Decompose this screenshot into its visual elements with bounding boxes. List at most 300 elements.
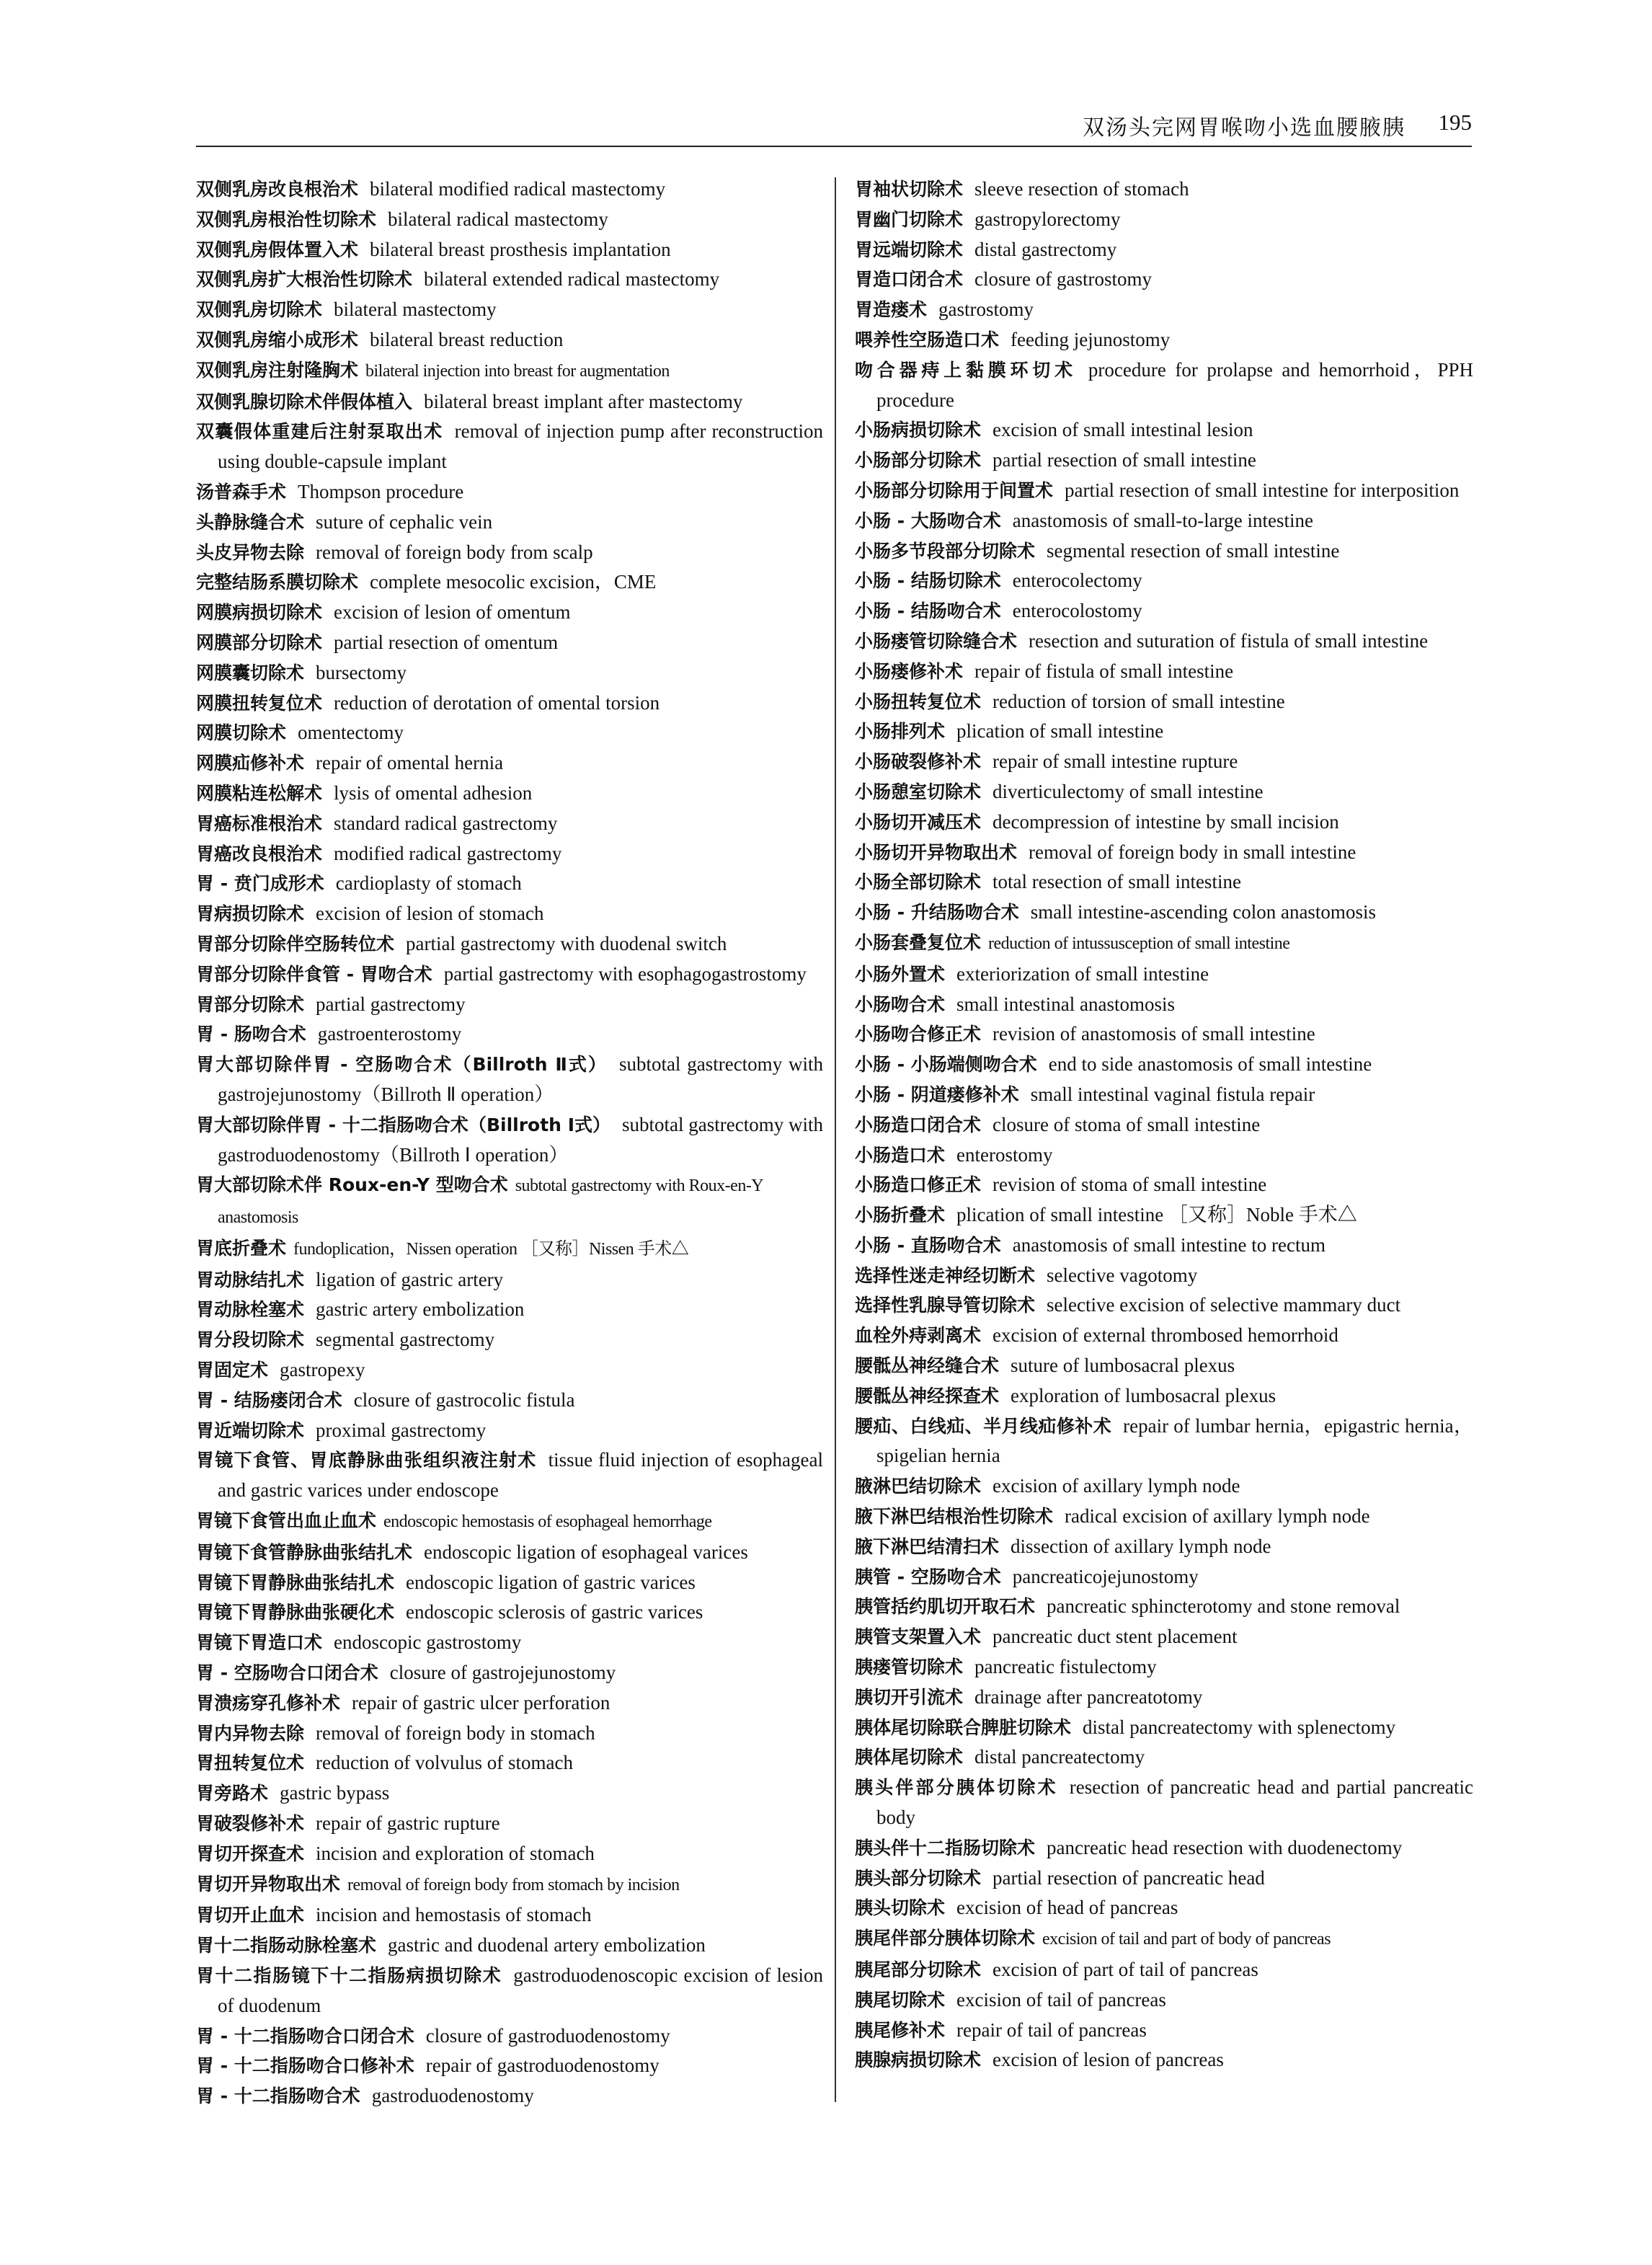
glossary-entry	[855, 1050, 1473, 1080]
entry-english-term: endoscopic sclerosis of gastric varices	[406, 1601, 703, 1623]
glossary-entry	[855, 1381, 1473, 1411]
glossary-entry	[855, 1742, 1473, 1773]
entry-english-term: standard radical gastrectomy	[334, 812, 558, 834]
glossary-entry	[196, 658, 823, 688]
glossary-entry	[196, 567, 823, 598]
glossary-entry	[196, 2021, 823, 2052]
entry-english-term: repair of gastric ulcer perforation	[352, 1691, 610, 1714]
entry-english-term: removal of foreign body from stomach by incision	[347, 1875, 680, 1894]
entry-chinese-term: 胃十二指肠镜下十二指肠病损切除术	[196, 1965, 502, 1987]
entry-english-term: feeding jejunostomy	[1011, 328, 1171, 350]
entry-chinese-term: 小肠 - 直肠吻合术	[855, 1234, 1001, 1256]
entry-chinese-term: 网膜疝修补术	[196, 753, 305, 774]
entry-chinese-term: 完整结肠系膜切除术	[196, 572, 359, 593]
glossary-entry	[855, 1321, 1473, 1351]
glossary-entry	[196, 265, 823, 295]
entry-chinese-term: 胃大部切除术伴 Roux-en-Y 型吻合术	[196, 1174, 508, 1196]
glossary-entry	[855, 205, 1473, 235]
entry-english-term: bilateral mastectomy	[334, 298, 497, 321]
glossary-entry	[855, 596, 1473, 626]
glossary-entry	[855, 990, 1473, 1020]
glossary-entry	[855, 1863, 1473, 1894]
glossary-entry	[196, 1233, 823, 1265]
entry-english-term: repair of omental hernia	[316, 752, 504, 774]
entry-english-term: ligation of gastric artery	[316, 1268, 504, 1290]
entry-chinese-term: 网膜病损切除术	[196, 602, 323, 624]
glossary-entry	[855, 265, 1473, 295]
entry-english-term: bilateral breast prosthesis implantation	[370, 238, 671, 260]
entry-english-term: enterostomy	[956, 1143, 1053, 1166]
entry-chinese-term: 胰尾切除术	[855, 1989, 946, 2011]
glossary-entry	[196, 205, 823, 235]
glossary-entry	[855, 1231, 1473, 1261]
entry-chinese-term: 小肠 - 结肠切除术	[855, 570, 1001, 592]
entry-english-term: bursectomy	[316, 661, 407, 683]
glossary-entry	[855, 1019, 1473, 1050]
entry-english-term: lysis of omental adhesion	[334, 781, 533, 804]
entry-chinese-term: 小肠病损切除术	[855, 420, 982, 441]
glossary-entry	[196, 2081, 823, 2111]
glossary-entry	[196, 1900, 823, 1931]
glossary-entry	[196, 1170, 823, 1233]
glossary-entry	[196, 507, 823, 538]
entry-english-term: distal pancreatectomy	[974, 1746, 1145, 1768]
entry-english-term: selective excision of selective mammary duct	[1047, 1294, 1401, 1316]
glossary-entry	[196, 1778, 823, 1809]
entry-english-term: reduction of intussusception of small intestine	[988, 934, 1290, 953]
header-title: 双汤头完网胃喉吻小选血腰腋胰	[1083, 115, 1405, 141]
glossary-entry	[855, 506, 1473, 536]
glossary-entry	[196, 1325, 823, 1355]
glossary-entry	[196, 1506, 823, 1538]
glossary-entry	[855, 446, 1473, 476]
entry-english-term: bilateral breast reduction	[370, 328, 564, 350]
entry-chinese-term: 小肠吻合修正术	[855, 1024, 982, 1045]
entry-english-term: suture of lumbosacral plexus	[1011, 1355, 1235, 1377]
entry-chinese-term: 双侧乳腺切除术伴假体植入	[196, 391, 413, 412]
entry-chinese-term: 胃切开止血术	[196, 1905, 305, 1926]
entry-chinese-term: 小肠部分切除术	[855, 450, 982, 471]
entry-chinese-term: 腰疝、白线疝、半月线疝修补术	[855, 1415, 1112, 1437]
entry-chinese-term: 小肠瘘管切除缝合术	[855, 630, 1018, 652]
entry-chinese-term: 小肠破裂修补术	[855, 751, 982, 773]
entry-english-term: fundoplication，Nissen operation ［又称］Nissen 手术△	[293, 1239, 689, 1259]
glossary-entry	[196, 1019, 823, 1050]
entry-english-term: repair of lumbar hernia，epigastric hernia，spigelian hernia	[876, 1414, 1473, 1467]
entry-chinese-term: 小肠造口闭合术	[855, 1114, 982, 1135]
entry-chinese-term: 胃动脉结扎术	[196, 1269, 305, 1290]
glossary-entry	[196, 325, 823, 355]
entry-english-term: endoscopic ligation of gastric varices	[406, 1571, 696, 1593]
entry-chinese-term: 吻合器痔上黏膜环切术	[855, 359, 1077, 381]
entry-chinese-term: 胃镜下食管、胃底静脉曲张组织液注射术	[196, 1450, 537, 1471]
glossary-entry	[855, 807, 1473, 838]
entry-english-term: partial resection of pancreatic head	[992, 1866, 1265, 1889]
entry-chinese-term: 胃 - 结肠瘘闭合术	[196, 1389, 342, 1411]
glossary-entry	[196, 295, 823, 325]
entry-english-term: resection of pancreatic head and partial pancreatic body	[876, 1776, 1473, 1829]
column-divider	[835, 177, 836, 2102]
entry-chinese-term: 胃远端切除术	[855, 239, 964, 260]
entry-english-term: partial resection of omentum	[334, 631, 559, 653]
glossary-entry	[855, 897, 1473, 928]
entry-chinese-term: 小肠吻合术	[855, 993, 946, 1015]
entry-chinese-term: 胃切开异物取出术	[196, 1873, 341, 1894]
entry-chinese-term: 小肠多节段部分切除术	[855, 540, 1036, 562]
entry-english-term: bilateral breast implant after mastectomy	[424, 390, 743, 412]
entry-english-term: subtotal gastrectomy with Roux-en-Y anastomosis	[218, 1176, 763, 1228]
entry-chinese-term: 胃扭转复位术	[196, 1752, 305, 1774]
entry-english-term: revision of anastomosis of small intestine	[992, 1023, 1315, 1045]
entry-chinese-term: 网膜扭转复位术	[196, 692, 323, 714]
glossary-entry	[855, 1351, 1473, 1381]
glossary-entry	[855, 1893, 1473, 1923]
entry-chinese-term: 小肠切开减压术	[855, 811, 982, 833]
entry-english-term: excision of tail and part of body of pancreas	[1042, 1930, 1331, 1949]
entry-chinese-term: 双侧乳房假体置入术	[196, 239, 359, 260]
glossary-entry	[196, 688, 823, 719]
entry-chinese-term: 胃 - 十二指肠吻合口修补术	[196, 2055, 414, 2077]
glossary-entry	[855, 1713, 1473, 1743]
glossary-entry	[855, 687, 1473, 717]
glossary-entry	[855, 1833, 1473, 1863]
entry-english-term: pancreaticojejunostomy	[1012, 1565, 1199, 1587]
entry-english-term: gastric bypass	[280, 1782, 390, 1804]
glossary-entry	[855, 1290, 1473, 1321]
glossary-entry	[855, 476, 1473, 506]
glossary-entry	[196, 1355, 823, 1386]
glossary-entry	[196, 1628, 823, 1658]
entry-english-term: procedure for prolapse and hemorrhoid，PPH procedure	[876, 358, 1473, 411]
entry-chinese-term: 胰尾修补术	[855, 2019, 946, 2041]
glossary-entry	[196, 355, 823, 387]
entry-english-term: gastrostomy	[938, 298, 1034, 321]
entry-english-term: closure of stoma of small intestine	[992, 1113, 1261, 1135]
glossary-entry	[196, 959, 823, 990]
entry-english-term: pancreatic fistulectomy	[974, 1656, 1157, 1678]
glossary-entry	[196, 477, 823, 507]
glossary-entry	[196, 1110, 823, 1171]
glossary-entry	[855, 1411, 1473, 1472]
entry-chinese-term: 胃旁路术	[196, 1783, 269, 1804]
entry-english-term: tissue fluid injection of esophageal and gastric varices under endoscope	[218, 1449, 823, 1502]
entry-chinese-term: 胃溃疡穿孔修补术	[196, 1692, 341, 1714]
entry-english-term: reduction of volvulus of stomach	[316, 1752, 573, 1774]
glossary-entry	[855, 657, 1473, 687]
entry-english-term: exploration of lumbosacral plexus	[1011, 1384, 1276, 1406]
entry-english-term: revision of stoma of small intestine	[992, 1174, 1267, 1196]
entry-chinese-term: 双侧乳房改良根治术	[196, 179, 359, 200]
glossary-entry	[855, 235, 1473, 265]
entry-english-term: end to side anastomosis of small intestine	[1048, 1053, 1372, 1076]
glossary-entry	[196, 538, 823, 568]
glossary-entry	[196, 1568, 823, 1598]
glossary-entry	[855, 1652, 1473, 1683]
entry-chinese-term: 腋下淋巴结根治性切除术	[855, 1506, 1054, 1528]
glossary-entry	[196, 598, 823, 628]
glossary-entry	[196, 1386, 823, 1416]
entry-chinese-term: 小肠套叠复位术	[855, 931, 982, 953]
entry-english-term: reduction of derotation of omental torsion	[334, 691, 660, 714]
entry-english-term: cardioplasty of stomach	[335, 872, 522, 895]
entry-chinese-term: 胃镜下食管出血止血术	[196, 1510, 377, 1532]
entry-chinese-term: 双侧乳房注射隆胸术	[196, 359, 359, 381]
glossary-entry	[196, 809, 823, 839]
glossary-entry	[855, 2045, 1473, 2075]
entry-english-term: pancreatic head resection with duodenectomy	[1047, 1836, 1403, 1858]
entry-chinese-term: 胃底折叠术	[196, 1237, 287, 1259]
entry-english-term: anastomosis of small intestine to rectum	[1012, 1233, 1325, 1256]
entry-english-term: excision of small intestinal lesion	[992, 419, 1253, 441]
entry-chinese-term: 胃近端切除术	[196, 1419, 305, 1441]
entry-english-term: Thompson procedure	[298, 480, 464, 502]
entry-english-term: gastroenterostomy	[317, 1023, 462, 1045]
entry-chinese-term: 小肠造口术	[855, 1144, 946, 1166]
glossary-entry	[855, 959, 1473, 990]
entry-english-term: repair of gastroduodenostomy	[425, 2055, 660, 2077]
glossary-entry	[855, 1080, 1473, 1110]
entry-chinese-term: 双侧乳房扩大根治性切除术	[196, 269, 413, 291]
entry-english-term: dissection of axillary lymph node	[1011, 1535, 1271, 1557]
entry-english-term: subtotal gastrectomy with gastrojejunostomy（Billroth Ⅱ operation）	[218, 1053, 823, 1105]
glossary-entry	[196, 1597, 823, 1628]
running-header	[196, 108, 1472, 147]
entry-english-term: excision of lesion of pancreas	[992, 2049, 1224, 2071]
glossary-entry	[855, 1140, 1473, 1171]
glossary-entry	[855, 566, 1473, 596]
glossary-entry	[196, 779, 823, 809]
entry-english-term: omentectomy	[298, 722, 404, 744]
glossary-entry	[855, 717, 1473, 747]
glossary-entry	[855, 1985, 1473, 2016]
entry-english-term: bilateral injection into breast for augmentation	[365, 361, 670, 381]
entry-chinese-term: 小肠 - 大肠吻合术	[855, 510, 1001, 531]
entry-chinese-term: 喂养性空肠造口术	[855, 329, 1000, 350]
glossary-entry	[196, 1688, 823, 1719]
entry-english-term: excision of tail of pancreas	[956, 1988, 1166, 2011]
glossary-entry	[196, 899, 823, 929]
glossary-entry	[196, 1719, 823, 1749]
entry-english-term: radical excision of axillary lymph node	[1065, 1505, 1370, 1528]
entry-english-term: drainage after pancreatotomy	[974, 1685, 1203, 1708]
entry-chinese-term: 网膜切除术	[196, 722, 287, 744]
entry-english-term: sleeve resection of stomach	[974, 178, 1189, 200]
entry-chinese-term: 小肠切开异物取出术	[855, 841, 1018, 863]
entry-chinese-term: 胰管 - 空肠吻合术	[855, 1566, 1001, 1587]
glossary-entry	[196, 748, 823, 779]
glossary-entry	[855, 838, 1473, 868]
entry-chinese-term: 胃切开探查术	[196, 1843, 305, 1864]
entry-chinese-term: 胰尾伴部分胰体切除术	[855, 1928, 1036, 1949]
glossary-entry	[855, 1502, 1473, 1532]
glossary-entry	[855, 1170, 1473, 1200]
entry-chinese-term: 胰头切除术	[855, 1897, 946, 1919]
glossary-entry	[196, 1869, 823, 1901]
entry-chinese-term: 胃 - 肠吻合术	[196, 1024, 306, 1045]
glossary-entry	[855, 1532, 1473, 1562]
entry-chinese-term: 胃癌改良根治术	[196, 843, 323, 864]
entry-english-term: repair of tail of pancreas	[956, 2018, 1147, 2041]
glossary-entry	[196, 1538, 823, 1568]
entry-chinese-term: 胃大部切除伴胃 - 十二指肠吻合术（Billroth Ⅰ式）	[196, 1114, 611, 1135]
glossary-entry	[196, 718, 823, 748]
entry-chinese-term: 胰切开引流术	[855, 1686, 964, 1708]
entry-english-term: partial resection of small intestine for interposition	[1065, 479, 1460, 501]
entry-english-term: endoscopic hemostasis of esophageal hemorrhage	[383, 1512, 712, 1532]
glossary-entry	[196, 1295, 823, 1325]
glossary-entry	[196, 1445, 823, 1506]
glossary-entry	[855, 867, 1473, 897]
entry-chinese-term: 胃内异物去除	[196, 1722, 305, 1744]
entry-chinese-term: 胃癌标准根治术	[196, 812, 323, 834]
entry-chinese-term: 胰头部分切除术	[855, 1867, 982, 1889]
entry-english-term: enterocolectomy	[1012, 569, 1142, 592]
entry-chinese-term: 胃 - 十二指肠吻合术	[196, 2086, 360, 2107]
entry-chinese-term: 小肠折叠术	[855, 1205, 946, 1226]
entry-chinese-term: 网膜粘连松解术	[196, 782, 323, 804]
entry-english-term: repair of fistula of small intestine	[974, 660, 1234, 682]
entry-chinese-term: 头静脉缝合术	[196, 511, 305, 533]
entry-english-term: excision of external thrombosed hemorrhoid	[992, 1324, 1338, 1347]
glossary-entry	[855, 415, 1473, 446]
entry-english-term: endoscopic gastrostomy	[334, 1631, 522, 1654]
entry-chinese-term: 腰骶丛神经探查术	[855, 1385, 1000, 1406]
glossary-entry	[855, 295, 1473, 325]
entry-chinese-term: 小肠 - 升结肠吻合术	[855, 902, 1019, 923]
glossary-entry	[196, 869, 823, 899]
entry-chinese-term: 腰骶丛神经缝合术	[855, 1355, 1000, 1377]
entry-chinese-term: 胃 - 十二指肠吻合口闭合术	[196, 2025, 414, 2047]
entry-english-term: closure of gastroduodenostomy	[425, 2024, 670, 2047]
entry-english-term: enterocolostomy	[1012, 600, 1142, 622]
entry-chinese-term: 胃部分切除术	[196, 993, 305, 1015]
entry-chinese-term: 胃动脉栓塞术	[196, 1299, 305, 1321]
entry-chinese-term: 胰管括约肌切开取石术	[855, 1596, 1036, 1618]
entry-english-term: decompression of intestine by small incision	[992, 810, 1339, 833]
glossary-entry	[855, 777, 1473, 807]
entry-chinese-term: 小肠排列术	[855, 721, 946, 743]
entry-english-term: anastomosis of small-to-large intestine	[1012, 509, 1313, 531]
glossary-entry	[855, 1592, 1473, 1622]
entry-chinese-term: 胃镜下胃静脉曲张结扎术	[196, 1572, 395, 1593]
entry-chinese-term: 选择性乳腺导管切除术	[855, 1295, 1036, 1316]
entry-english-term: bilateral radical mastectomy	[388, 208, 608, 230]
entry-chinese-term: 胃造口闭合术	[855, 269, 964, 291]
entry-chinese-term: 胰体尾切除术	[855, 1747, 964, 1768]
glossary-entry	[855, 1200, 1473, 1231]
entry-english-term: gastropylorectomy	[974, 208, 1121, 230]
entry-english-term: repair of gastric rupture	[316, 1812, 500, 1835]
glossary-entry	[196, 235, 823, 265]
entry-chinese-term: 小肠部分切除用于间置术	[855, 479, 1054, 501]
glossary-entry	[855, 1110, 1473, 1140]
entry-english-term: gastropexy	[280, 1359, 365, 1381]
glossary-entry	[196, 417, 823, 477]
entry-chinese-term: 胃 - 空肠吻合口闭合术	[196, 1662, 378, 1684]
entry-english-term: segmental resection of small intestine	[1047, 539, 1340, 562]
entry-chinese-term: 小肠憩室切除术	[855, 781, 982, 802]
entry-chinese-term: 腋淋巴结切除术	[855, 1476, 982, 1497]
entry-chinese-term: 胃幽门切除术	[855, 208, 964, 230]
entry-chinese-term: 头皮异物去除	[196, 541, 305, 563]
entry-english-term: partial gastrectomy with esophagogastrostomy	[443, 962, 807, 985]
glossary-entry	[196, 929, 823, 959]
entry-chinese-term: 胰管支架置入术	[855, 1626, 982, 1648]
glossary-entry	[196, 2051, 823, 2081]
entry-english-term: endoscopic ligation of esophageal varices	[424, 1541, 748, 1563]
entry-chinese-term: 双囊假体重建后注射泵取出术	[196, 421, 443, 443]
glossary-entry	[196, 839, 823, 869]
entry-chinese-term: 小肠外置术	[855, 963, 946, 985]
entry-english-term: excision of head of pancreas	[956, 1897, 1178, 1919]
entry-chinese-term: 胰头伴十二指肠切除术	[855, 1837, 1036, 1858]
entry-english-term: closure of gastrostomy	[974, 268, 1152, 291]
entry-chinese-term: 胃破裂修补术	[196, 1813, 305, 1835]
entry-english-term: excision of axillary lymph node	[992, 1475, 1240, 1497]
glossary-entry	[855, 1923, 1473, 1955]
entry-english-term: excision of part of tail of pancreas	[992, 1959, 1258, 1981]
glossary-entry	[855, 1955, 1473, 1985]
entry-english-term: partial resection of small intestine	[992, 449, 1256, 471]
entry-chinese-term: 胃大部切除伴胃 - 空肠吻合术（Billroth Ⅱ式）	[196, 1054, 608, 1076]
page-number: 195	[1438, 110, 1472, 135]
entry-english-term: repair of small intestine rupture	[992, 750, 1238, 773]
entry-chinese-term: 胃部分切除伴食管 - 胃吻合术	[196, 963, 432, 985]
entry-chinese-term: 小肠 - 阴道瘘修补术	[855, 1083, 1019, 1105]
entry-chinese-term: 胃 - 贲门成形术	[196, 873, 324, 895]
entry-chinese-term: 胃镜下胃静脉曲张硬化术	[196, 1602, 395, 1623]
entry-english-term: resection and suturation of fistula of small intestine	[1029, 629, 1429, 652]
entry-chinese-term: 小肠 - 小肠端侧吻合术	[855, 1054, 1037, 1076]
entry-english-term: exteriorization of small intestine	[956, 962, 1209, 985]
entry-chinese-term: 汤普森手术	[196, 481, 287, 502]
entry-chinese-term: 腋下淋巴结清扫术	[855, 1535, 1000, 1557]
entry-english-term: gastroduodenostomy	[371, 2085, 534, 2107]
left-column	[196, 174, 823, 2111]
entry-english-term: closure of gastrojejunostomy	[389, 1662, 616, 1684]
entry-english-term: pancreatic duct stent placement	[992, 1626, 1238, 1648]
glossary-entry	[855, 1261, 1473, 1291]
glossary-entry	[855, 536, 1473, 567]
glossary-entry	[855, 1471, 1473, 1502]
glossary-entry	[855, 1562, 1473, 1592]
entry-english-term: plication of small intestine	[956, 720, 1164, 743]
entry-chinese-term: 小肠瘘修补术	[855, 660, 964, 682]
entry-chinese-term: 胃袖状切除术	[855, 179, 964, 200]
entry-english-term: excision of lesion of omentum	[334, 601, 571, 624]
entry-chinese-term: 小肠 - 结肠吻合术	[855, 600, 1001, 622]
entry-english-term: small intestinal vaginal fistula repair	[1030, 1083, 1315, 1105]
glossary-entry	[196, 387, 823, 417]
glossary-entry	[855, 325, 1473, 355]
entry-chinese-term: 血栓外痔剥离术	[855, 1325, 982, 1347]
entry-chinese-term: 胰尾部分切除术	[855, 1959, 982, 1981]
entry-english-term: closure of gastrocolic fistula	[353, 1388, 575, 1411]
entry-english-term: bilateral modified radical mastectomy	[370, 178, 666, 200]
glossary-entry	[196, 174, 823, 205]
entry-chinese-term: 胃镜下胃造口术	[196, 1632, 323, 1654]
glossary-entry	[855, 1683, 1473, 1713]
entry-chinese-term: 小肠扭转复位术	[855, 691, 982, 712]
entry-english-term: proximal gastrectomy	[316, 1419, 487, 1441]
entry-chinese-term: 胃造瘘术	[855, 299, 928, 321]
glossary-entry	[196, 1658, 823, 1688]
glossary-entry	[196, 1931, 823, 1961]
entry-chinese-term: 胃分段切除术	[196, 1329, 305, 1351]
entry-chinese-term: 网膜囊切除术	[196, 662, 305, 683]
glossary-entry	[855, 1622, 1473, 1652]
entry-english-term: removal of injection pump after reconstruction using double-capsule implant	[218, 420, 823, 473]
